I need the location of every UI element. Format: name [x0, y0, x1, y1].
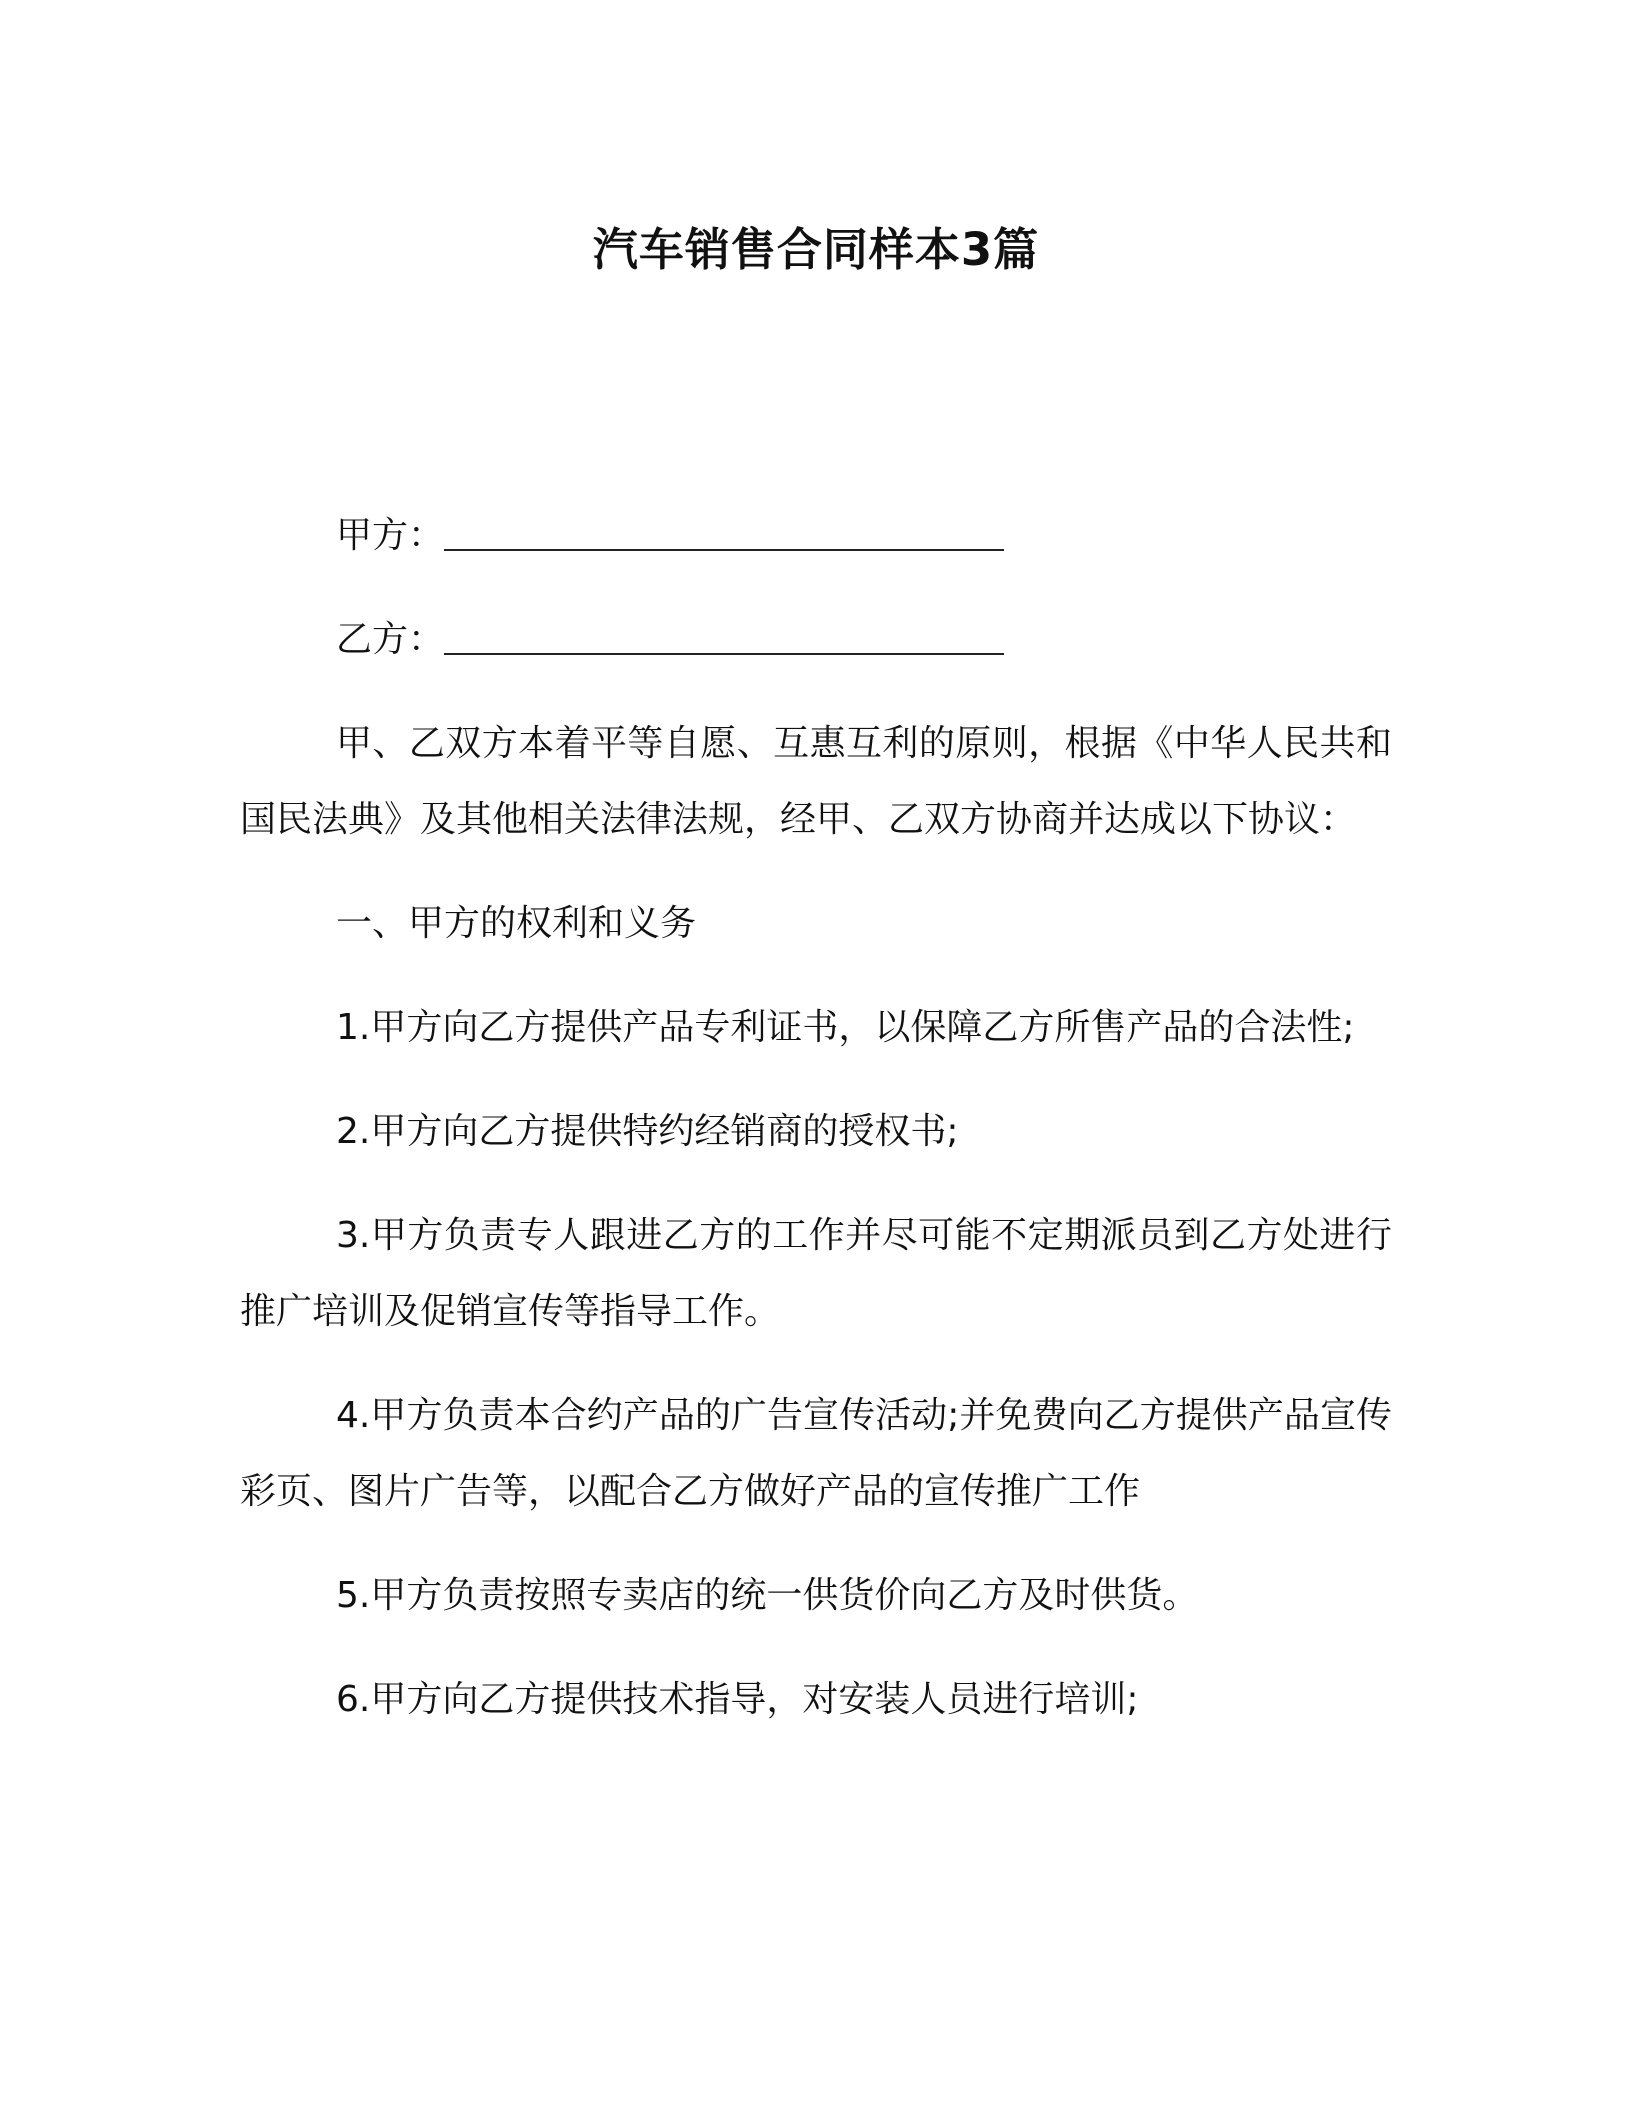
list-item: 6.甲方向乙方提供技术指导，对安装人员进行培训;	[336, 1679, 1139, 1720]
document-body	[240, 498, 1392, 1766]
document-title: 汽车销售合同样本3篇	[592, 223, 1040, 276]
party-a-label: 甲方：	[336, 515, 445, 556]
party-a-line	[240, 498, 1392, 574]
party-b-blank	[444, 613, 1004, 655]
party-b-label: 乙方：	[336, 619, 445, 660]
party-b-line	[240, 602, 1392, 678]
list-item: 5.甲方负责按照专卖店的统一供货价向乙方及时供货。	[336, 1575, 1199, 1616]
list-item: 4.甲方负责本合约产品的广告宣传活动;并免费向乙方提供产品宣传彩页、图片广告等，以配合乙方做好产品的宣传推广工作	[240, 1395, 1392, 1512]
intro-paragraph: 甲、乙双方本着平等自愿、互惠互利的原则，根据《中华人民共和国民法典》及其他相关法律法规，经甲、乙双方协商并达成以下协议：	[240, 723, 1392, 840]
list-item: 3.甲方负责专人跟进乙方的工作并尽可能不定期派员到乙方处进行推广培训及促销宣传等指导工作。	[240, 1215, 1392, 1332]
section-1-heading: 一、甲方的权利和义务	[336, 903, 697, 944]
list-item: 1.甲方向乙方提供产品专利证书，以保障乙方所售产品的合法性;	[336, 1007, 1355, 1048]
list-item: 2.甲方向乙方提供特约经销商的授权书;	[336, 1111, 959, 1152]
party-a-blank	[444, 509, 1004, 551]
